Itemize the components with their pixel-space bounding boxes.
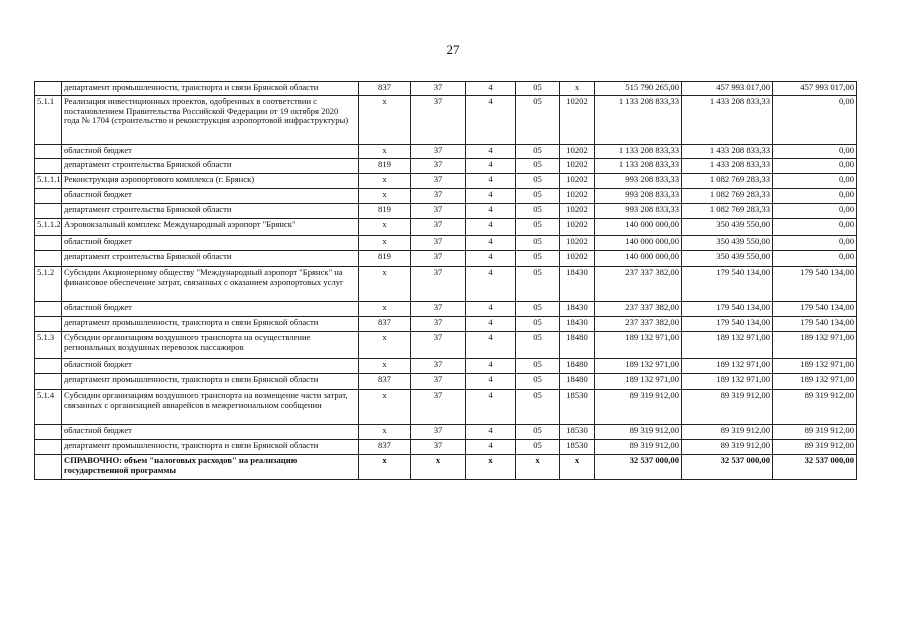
row-program: 37 xyxy=(411,332,466,359)
row-subprogram: 4 xyxy=(466,236,516,251)
row-main-event: 05 xyxy=(516,390,560,425)
table-row xyxy=(35,219,857,236)
table-row xyxy=(35,267,857,302)
row-amount-year-1: 89 319 912,00 xyxy=(595,425,682,440)
row-subprogram: 4 xyxy=(466,267,516,302)
row-expense-direction: 18430 xyxy=(560,317,595,332)
table-row xyxy=(35,96,857,145)
row-amount-year-3: 179 540 134,00 xyxy=(773,302,857,317)
row-amount-year-1: 237 337 382,00 xyxy=(595,317,682,332)
row-code xyxy=(35,317,62,332)
row-program: 37 xyxy=(411,440,466,455)
table-row xyxy=(35,302,857,317)
row-amount-year-1: 32 537 000,00 xyxy=(595,455,682,480)
row-amount-year-2: 1 082 769 283,33 xyxy=(682,174,773,189)
row-amount-year-2: 32 537 000,00 xyxy=(682,455,773,480)
table-row xyxy=(35,204,857,219)
row-grbs: x xyxy=(359,332,411,359)
row-grbs: x xyxy=(359,455,411,480)
row-grbs: 819 xyxy=(359,251,411,267)
row-main-event: 05 xyxy=(516,374,560,390)
row-amount-year-2: 350 439 550,00 xyxy=(682,251,773,267)
row-amount-year-2: 1 082 769 283,33 xyxy=(682,189,773,204)
row-grbs: x xyxy=(359,174,411,189)
row-main-event: 05 xyxy=(516,145,560,159)
row-amount-year-3: 0,00 xyxy=(773,159,857,174)
row-amount-year-1: 189 132 971,00 xyxy=(595,359,682,374)
row-amount-year-2: 189 132 971,00 xyxy=(682,332,773,359)
row-expense-direction: 10202 xyxy=(560,236,595,251)
row-main-event: 05 xyxy=(516,267,560,302)
row-amount-year-3: 189 132 971,00 xyxy=(773,332,857,359)
row-amount-year-1: 89 319 912,00 xyxy=(595,390,682,425)
row-amount-year-2: 1 082 769 283,33 xyxy=(682,204,773,219)
row-name: департамент промышленности, транспорта и связи Брянской области xyxy=(62,317,359,332)
row-code xyxy=(35,302,62,317)
row-amount-year-2: 350 439 550,00 xyxy=(682,236,773,251)
table-row xyxy=(35,440,857,455)
row-program: 37 xyxy=(411,96,466,145)
row-name: областной бюджет xyxy=(62,189,359,204)
row-expense-direction: 18430 xyxy=(560,267,595,302)
row-subprogram: 4 xyxy=(466,425,516,440)
row-grbs: x xyxy=(359,390,411,425)
row-code xyxy=(35,374,62,390)
row-amount-year-2: 179 540 134,00 xyxy=(682,317,773,332)
row-amount-year-3: 0,00 xyxy=(773,219,857,236)
row-name: департамент промышленности, транспорта и связи Брянской области xyxy=(62,82,359,96)
row-code: 5.1.2 xyxy=(35,267,62,302)
table-row xyxy=(35,251,857,267)
row-expense-direction: x xyxy=(560,82,595,96)
table-row xyxy=(35,236,857,251)
row-name: Реализация инвестиционных проектов, одобренных в соответствии с постановлением Правительства Российской Федерации от 19 октября 2020 года № 1704 (строительство и реконструкция аэропортовой инфраструктуры) xyxy=(62,96,359,145)
table-row xyxy=(35,425,857,440)
row-amount-year-2: 179 540 134,00 xyxy=(682,267,773,302)
row-amount-year-1: 993 208 833,33 xyxy=(595,204,682,219)
row-subprogram: 4 xyxy=(466,145,516,159)
row-grbs: x xyxy=(359,219,411,236)
row-name: Реконструкция аэропортового комплекса (г. Брянск) xyxy=(62,174,359,189)
row-subprogram: 4 xyxy=(466,251,516,267)
row-subprogram: 4 xyxy=(466,204,516,219)
row-main-event: 05 xyxy=(516,302,560,317)
row-grbs: x xyxy=(359,267,411,302)
row-main-event: 05 xyxy=(516,236,560,251)
row-main-event: 05 xyxy=(516,317,560,332)
row-grbs: 837 xyxy=(359,440,411,455)
table-row xyxy=(35,159,857,174)
row-code xyxy=(35,251,62,267)
row-name: департамент строительства Брянской области xyxy=(62,251,359,267)
row-name: областной бюджет xyxy=(62,145,359,159)
row-subprogram: 4 xyxy=(466,390,516,425)
row-expense-direction: 10202 xyxy=(560,204,595,219)
row-code: 5.1.1.1 xyxy=(35,174,62,189)
row-grbs: x xyxy=(359,189,411,204)
row-name: департамент промышленности, транспорта и связи Брянской области xyxy=(62,374,359,390)
row-name: департамент строительства Брянской области xyxy=(62,204,359,219)
row-amount-year-1: 515 790 265,00 xyxy=(595,82,682,96)
row-code: 5.1.4 xyxy=(35,390,62,425)
row-name: Субсидии организациям воздушного транспорта на осуществление региональных воздушных перевозок пассажиров xyxy=(62,332,359,359)
row-amount-year-3: 179 540 134,00 xyxy=(773,317,857,332)
row-grbs: x xyxy=(359,302,411,317)
row-program: 37 xyxy=(411,425,466,440)
row-amount-year-2: 457 993 017,00 xyxy=(682,82,773,96)
row-grbs: 819 xyxy=(359,159,411,174)
row-expense-direction: 10202 xyxy=(560,174,595,189)
row-amount-year-3: 457 993 017,00 xyxy=(773,82,857,96)
budget-table xyxy=(34,81,857,480)
row-name: Субсидии организациям воздушного транспорта на возмещение части затрат, связанных с организацией авиарейсов в межрегиональном сообщении xyxy=(62,390,359,425)
row-main-event: 05 xyxy=(516,440,560,455)
row-main-event: 05 xyxy=(516,251,560,267)
row-amount-year-2: 89 319 912,00 xyxy=(682,425,773,440)
row-code xyxy=(35,236,62,251)
row-subprogram: 4 xyxy=(466,82,516,96)
table-row xyxy=(35,189,857,204)
row-program: x xyxy=(411,455,466,480)
row-code xyxy=(35,189,62,204)
row-grbs: 837 xyxy=(359,317,411,332)
row-amount-year-1: 993 208 833,33 xyxy=(595,174,682,189)
row-expense-direction: 18530 xyxy=(560,390,595,425)
row-name: департамент промышленности, транспорта и связи Брянской области xyxy=(62,440,359,455)
table-row xyxy=(35,317,857,332)
row-expense-direction: 18480 xyxy=(560,332,595,359)
row-amount-year-3: 189 132 971,00 xyxy=(773,374,857,390)
row-expense-direction: 10202 xyxy=(560,189,595,204)
row-amount-year-2: 89 319 912,00 xyxy=(682,390,773,425)
table-row xyxy=(35,145,857,159)
row-grbs: x xyxy=(359,425,411,440)
row-subprogram: 4 xyxy=(466,159,516,174)
row-amount-year-1: 237 337 382,00 xyxy=(595,302,682,317)
row-expense-direction: 10202 xyxy=(560,251,595,267)
row-amount-year-2: 189 132 971,00 xyxy=(682,374,773,390)
row-code xyxy=(35,425,62,440)
row-code: 5.1.3 xyxy=(35,332,62,359)
row-grbs: 837 xyxy=(359,82,411,96)
row-code xyxy=(35,359,62,374)
row-subprogram: 4 xyxy=(466,219,516,236)
row-main-event: 05 xyxy=(516,159,560,174)
row-subprogram: 4 xyxy=(466,332,516,359)
row-expense-direction: 18530 xyxy=(560,425,595,440)
row-program: 37 xyxy=(411,145,466,159)
row-amount-year-3: 0,00 xyxy=(773,189,857,204)
row-main-event: 05 xyxy=(516,174,560,189)
row-code: 5.1.1 xyxy=(35,96,62,145)
row-amount-year-1: 189 132 971,00 xyxy=(595,374,682,390)
row-subprogram: 4 xyxy=(466,302,516,317)
row-expense-direction: 10202 xyxy=(560,159,595,174)
row-amount-year-3: 0,00 xyxy=(773,145,857,159)
table-row-total xyxy=(35,455,857,480)
row-amount-year-2: 189 132 971,00 xyxy=(682,359,773,374)
row-main-event: 05 xyxy=(516,96,560,145)
row-code xyxy=(35,82,62,96)
row-program: 37 xyxy=(411,189,466,204)
row-name: областной бюджет xyxy=(62,359,359,374)
row-amount-year-1: 1 133 208 833,33 xyxy=(595,159,682,174)
row-amount-year-3: 0,00 xyxy=(773,251,857,267)
row-main-event: 05 xyxy=(516,425,560,440)
row-name: областной бюджет xyxy=(62,302,359,317)
row-amount-year-1: 189 132 971,00 xyxy=(595,332,682,359)
row-subprogram: 4 xyxy=(466,189,516,204)
row-program: 37 xyxy=(411,374,466,390)
row-name: областной бюджет xyxy=(62,425,359,440)
row-main-event: 05 xyxy=(516,332,560,359)
row-amount-year-2: 1 433 208 833,33 xyxy=(682,145,773,159)
table-row xyxy=(35,374,857,390)
row-amount-year-2: 1 433 208 833,33 xyxy=(682,159,773,174)
row-code xyxy=(35,145,62,159)
row-amount-year-1: 993 208 833,33 xyxy=(595,189,682,204)
table-row xyxy=(35,390,857,425)
row-code: 5.1.1.2 xyxy=(35,219,62,236)
row-amount-year-3: 179 540 134,00 xyxy=(773,267,857,302)
row-subprogram: 4 xyxy=(466,174,516,189)
row-amount-year-3: 189 132 971,00 xyxy=(773,359,857,374)
row-name: областной бюджет xyxy=(62,236,359,251)
row-subprogram: 4 xyxy=(466,317,516,332)
row-amount-year-3: 0,00 xyxy=(773,96,857,145)
row-program: 37 xyxy=(411,219,466,236)
row-main-event: 05 xyxy=(516,219,560,236)
row-grbs: x xyxy=(359,145,411,159)
row-program: 37 xyxy=(411,251,466,267)
row-program: 37 xyxy=(411,174,466,189)
row-amount-year-1: 89 319 912,00 xyxy=(595,440,682,455)
row-amount-year-1: 140 000 000,00 xyxy=(595,236,682,251)
row-program: 37 xyxy=(411,82,466,96)
row-amount-year-3: 89 319 912,00 xyxy=(773,440,857,455)
row-main-event: 05 xyxy=(516,189,560,204)
row-main-event: 05 xyxy=(516,82,560,96)
row-program: 37 xyxy=(411,302,466,317)
row-code xyxy=(35,455,62,480)
row-program: 37 xyxy=(411,317,466,332)
row-code xyxy=(35,204,62,219)
table-row xyxy=(35,174,857,189)
row-subprogram: x xyxy=(466,455,516,480)
row-program: 37 xyxy=(411,267,466,302)
row-name: СПРАВОЧНО: объем "налоговых расходов" на реализацию государственной программы xyxy=(62,455,359,480)
row-amount-year-1: 1 133 208 833,33 xyxy=(595,96,682,145)
row-amount-year-2: 89 319 912,00 xyxy=(682,440,773,455)
row-main-event: 05 xyxy=(516,204,560,219)
row-code xyxy=(35,440,62,455)
row-grbs: 837 xyxy=(359,374,411,390)
row-expense-direction: x xyxy=(560,455,595,480)
table-row xyxy=(35,359,857,374)
row-subprogram: 4 xyxy=(466,359,516,374)
budget-table-body xyxy=(35,82,857,480)
page-number: 27 xyxy=(446,42,460,57)
row-grbs: x xyxy=(359,96,411,145)
row-program: 37 xyxy=(411,159,466,174)
row-amount-year-3: 89 319 912,00 xyxy=(773,390,857,425)
row-expense-direction: 18480 xyxy=(560,359,595,374)
row-amount-year-3: 0,00 xyxy=(773,236,857,251)
row-name: департамент строительства Брянской области xyxy=(62,159,359,174)
row-program: 37 xyxy=(411,204,466,219)
row-grbs: x xyxy=(359,359,411,374)
row-expense-direction: 18530 xyxy=(560,440,595,455)
row-grbs: x xyxy=(359,236,411,251)
table-row xyxy=(35,332,857,359)
row-amount-year-3: 32 537 000,00 xyxy=(773,455,857,480)
row-main-event: x xyxy=(516,455,560,480)
row-main-event: 05 xyxy=(516,359,560,374)
row-expense-direction: 10202 xyxy=(560,96,595,145)
row-amount-year-2: 1 433 208 833,33 xyxy=(682,96,773,145)
row-name: Аэровокзальный комплекс Международный аэропорт "Брянск" xyxy=(62,219,359,236)
row-expense-direction: 10202 xyxy=(560,145,595,159)
row-program: 37 xyxy=(411,236,466,251)
row-program: 37 xyxy=(411,390,466,425)
row-amount-year-1: 237 337 382,00 xyxy=(595,267,682,302)
row-amount-year-3: 89 319 912,00 xyxy=(773,425,857,440)
row-expense-direction: 18430 xyxy=(560,302,595,317)
row-amount-year-2: 350 439 550,00 xyxy=(682,219,773,236)
row-grbs: 819 xyxy=(359,204,411,219)
row-program: 37 xyxy=(411,359,466,374)
row-subprogram: 4 xyxy=(466,440,516,455)
row-amount-year-3: 0,00 xyxy=(773,204,857,219)
row-subprogram: 4 xyxy=(466,374,516,390)
row-amount-year-1: 1 133 208 833,33 xyxy=(595,145,682,159)
row-amount-year-1: 140 000 000,00 xyxy=(595,219,682,236)
row-code xyxy=(35,159,62,174)
row-expense-direction: 18480 xyxy=(560,374,595,390)
row-amount-year-3: 0,00 xyxy=(773,174,857,189)
row-name: Субсидии Акционерному обществу "Международный аэропорт "Брянск" на финансовое обеспечение затрат, связанных с оказанием аэропортовых услуг xyxy=(62,267,359,302)
row-subprogram: 4 xyxy=(466,96,516,145)
row-amount-year-2: 179 540 134,00 xyxy=(682,302,773,317)
table-row xyxy=(35,82,857,96)
row-amount-year-1: 140 000 000,00 xyxy=(595,251,682,267)
row-expense-direction: 10202 xyxy=(560,219,595,236)
